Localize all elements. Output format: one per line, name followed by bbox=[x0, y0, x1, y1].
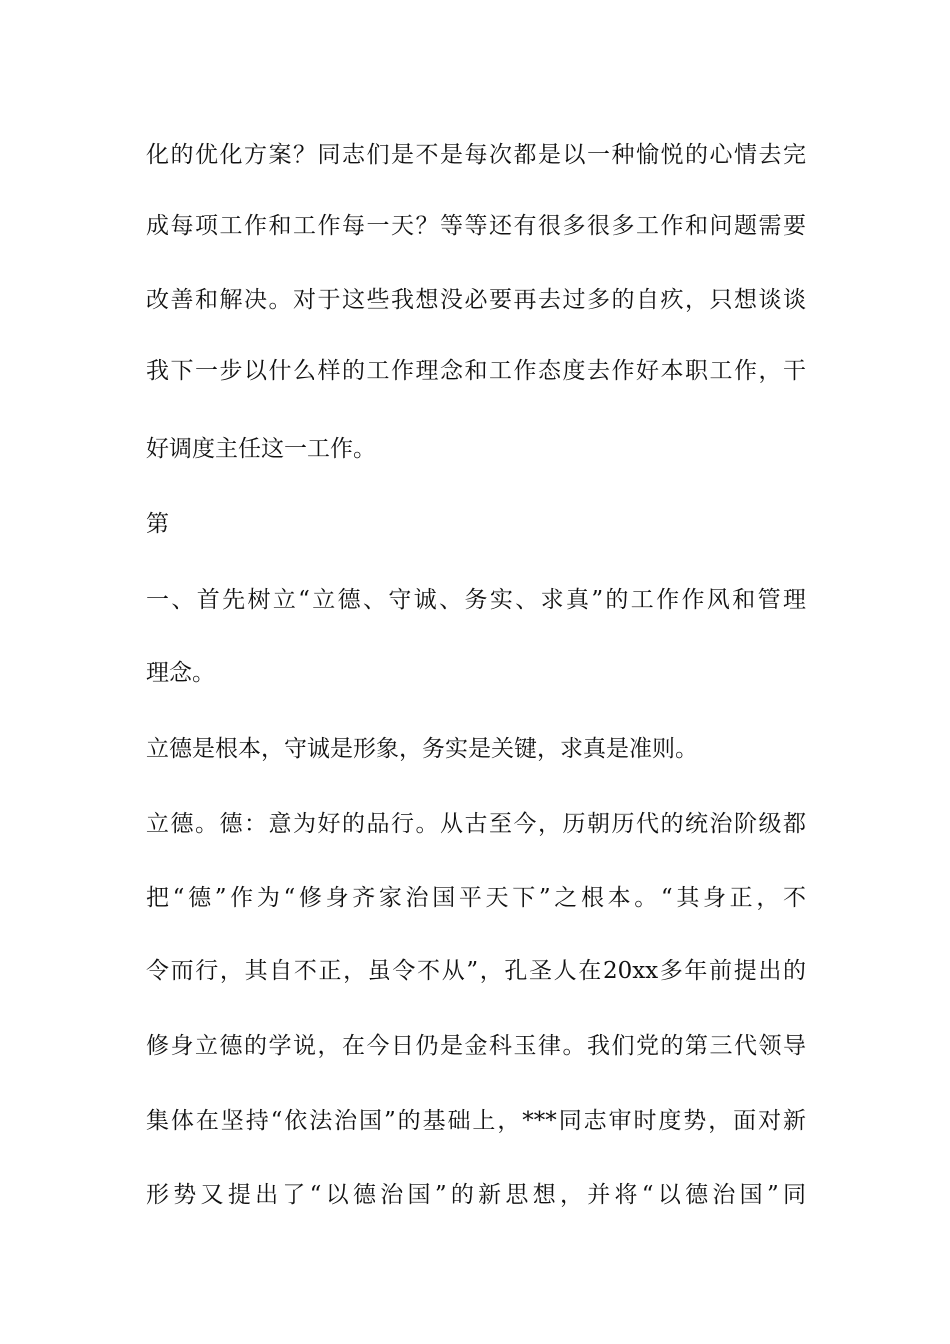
body-text-line: 集体在坚持“依法治国”的基础上，***同志审时度势，面对新 bbox=[146, 1108, 806, 1134]
body-text-line: 好调度主任这一工作。 bbox=[146, 436, 376, 462]
body-text-line: 修身立德的学说，在今日仍是金科玉律。我们党的第三代领导 bbox=[146, 1033, 806, 1059]
section-heading-line: 一、首先树立“立德、守诚、务实、求真”的工作作风和管理 bbox=[146, 587, 806, 613]
body-text-line: 改善和解决。对于这些我想没必要再去过多的自疚，只想谈谈 bbox=[146, 287, 806, 313]
body-text-line: 化的优化方案？同志们是不是每次都是以一种愉悦的心情去完 bbox=[146, 142, 806, 168]
body-text-line: 我下一步以什么样的工作理念和工作态度去作好本职工作，干 bbox=[146, 358, 806, 384]
body-text-line: 立德。德：意为好的品行。从古至今，历朝历代的统治阶级都 bbox=[146, 811, 806, 837]
body-text-line: 把“德”作为“修身齐家治国平天下”之根本。“其身正，不 bbox=[146, 885, 806, 911]
body-text-line: 形势又提出了“以德治国”的新思想，并将“以德治国”同 bbox=[146, 1182, 806, 1208]
section-heading-line: 理念。 bbox=[146, 660, 215, 686]
body-text-line: 令而行，其自不正，虽令不从”，孔圣人在20xx多年前提出的 bbox=[146, 958, 806, 984]
summary-line: 立德是根本，守诚是形象，务实是关键，求真是准则。 bbox=[146, 736, 698, 762]
section-marker: 第 bbox=[146, 511, 169, 537]
body-text-line: 成每项工作和工作每一天？等等还有很多很多工作和问题需要 bbox=[146, 213, 806, 239]
